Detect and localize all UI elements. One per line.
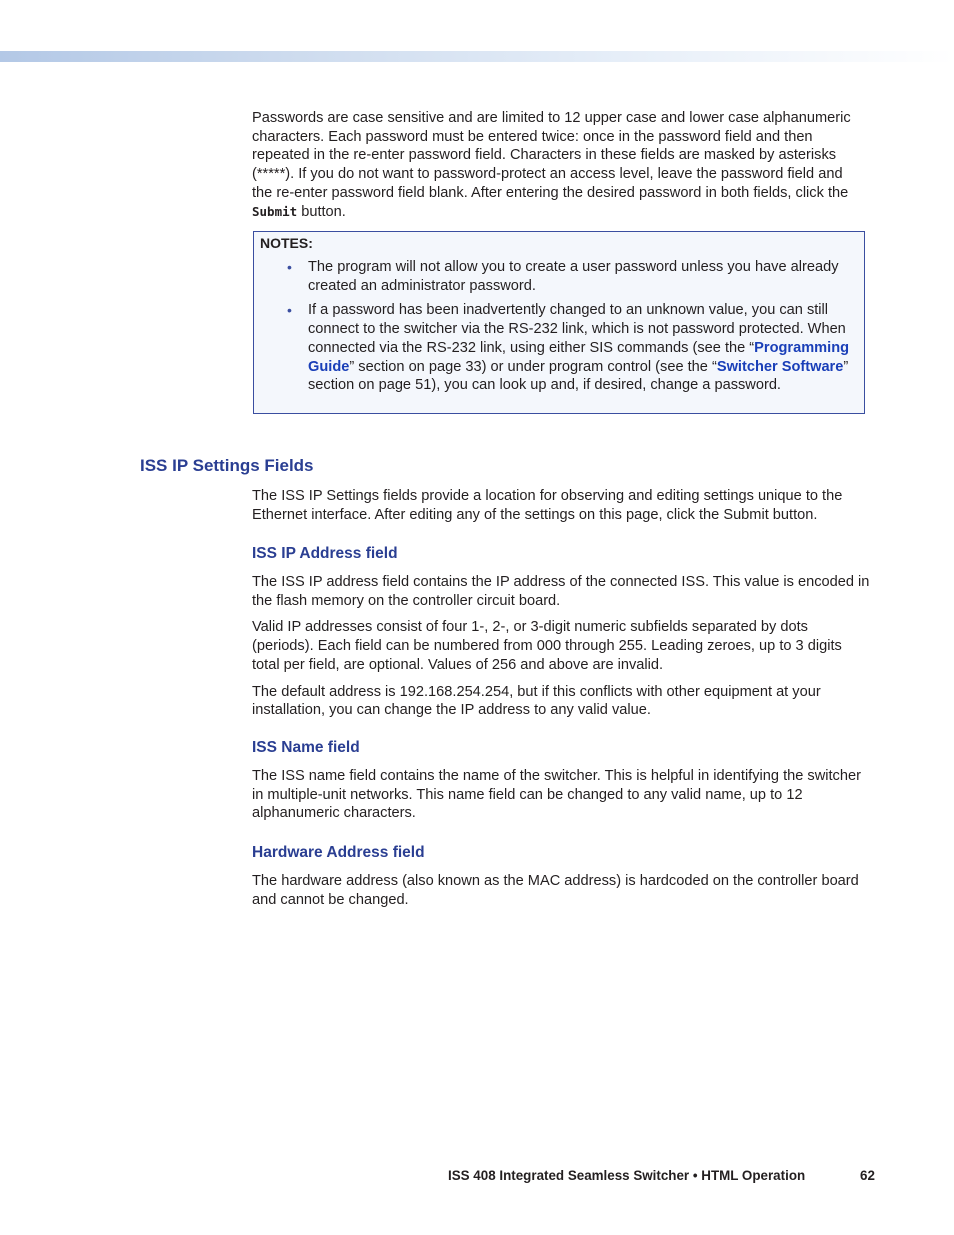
switcher-software-link[interactable]: Switcher Software [716,358,844,375]
hardware-body [252,872,872,909]
intro-text: Passwords are case sensitive and are limited to 12 upper case and lower case alphanumeric characters. Each password must be entered twice: once in the password field and then repeated in the re-enter password field. Characters in these fields are masked by asterisks (*****). If you do not want to password-protect an access level, leave the password field and the re-enter password field blank. After entering the desired password in both fields, click the [252,110,851,201]
note-item [254,301,864,395]
page-number: 62 [860,1168,875,1183]
notes-title: NOTES: [260,235,313,251]
section-intro [252,487,872,524]
ip-address-body [252,573,872,720]
paragraph: The ISS name field contains the name of the switcher. This is helpful in identifying the switcher in multiple-unit networks. This name field can be changed to any valid name, up to 12 alphanumeric characters. [252,768,861,822]
section-paragraph: The ISS IP Settings fields provide a location for observing and editing settings unique to the Ethernet interface. After editing any of the settings on this page, click the Submit button. [252,488,843,523]
hardware-heading: Hardware Address field [252,844,425,861]
header-gradient-bar [0,51,954,62]
ip-address-heading: ISS IP Address field [252,545,398,562]
note-text: If a password has been inadvertently changed to an unknown value, you can still connect to the switcher via the RS-232 link, which is not password protected. When connected via the RS-232 link, using either SIS commands (see the “ [308,302,846,356]
note-text: ” section on page 51), you can look up and, if desired, change a password. [308,358,849,394]
paragraph: The hardware address (also known as the MAC address) is hardcoded on the controller board and cannot be changed. [252,873,859,908]
submit-keyword: Submit [252,203,298,219]
notes-list [254,258,864,401]
intro-paragraph [252,109,862,221]
programming-guide-link[interactable]: Programming Guide [308,339,850,375]
section-heading: ISS IP Settings Fields [140,456,314,475]
bullet-icon: • [287,259,292,275]
name-field-body [252,767,872,823]
note-text: ” section on page 33) or under program control (see the “ [349,358,717,375]
paragraph: The default address is 192.168.254.254, but if this conflicts with other equipment at your installation, you can change the IP address to any valid value. [252,683,821,719]
intro-text-end: button. [297,203,346,220]
name-field-heading: ISS Name field [252,739,360,756]
footer-title: ISS 408 Integrated Seamless Switcher • HTML Operation [448,1168,806,1183]
note-text: The program will not allow you to create a user password unless you have already created an administrator password. [308,259,839,294]
notes-box [253,231,865,414]
bullet-icon: • [287,302,292,319]
paragraph: The ISS IP address field contains the IP address of the connected ISS. This value is encoded in the flash memory on the controller circuit board. [252,574,870,609]
note-item [254,258,864,295]
paragraph: Valid IP addresses consist of four 1-, 2-, or 3-digit numeric subfields separated by dots (periods). Each field can be numbered from 000 through 255. Leading zeroes, up to 3 digits total per field, are optional. Values of 256 and above are invalid. [252,619,842,673]
